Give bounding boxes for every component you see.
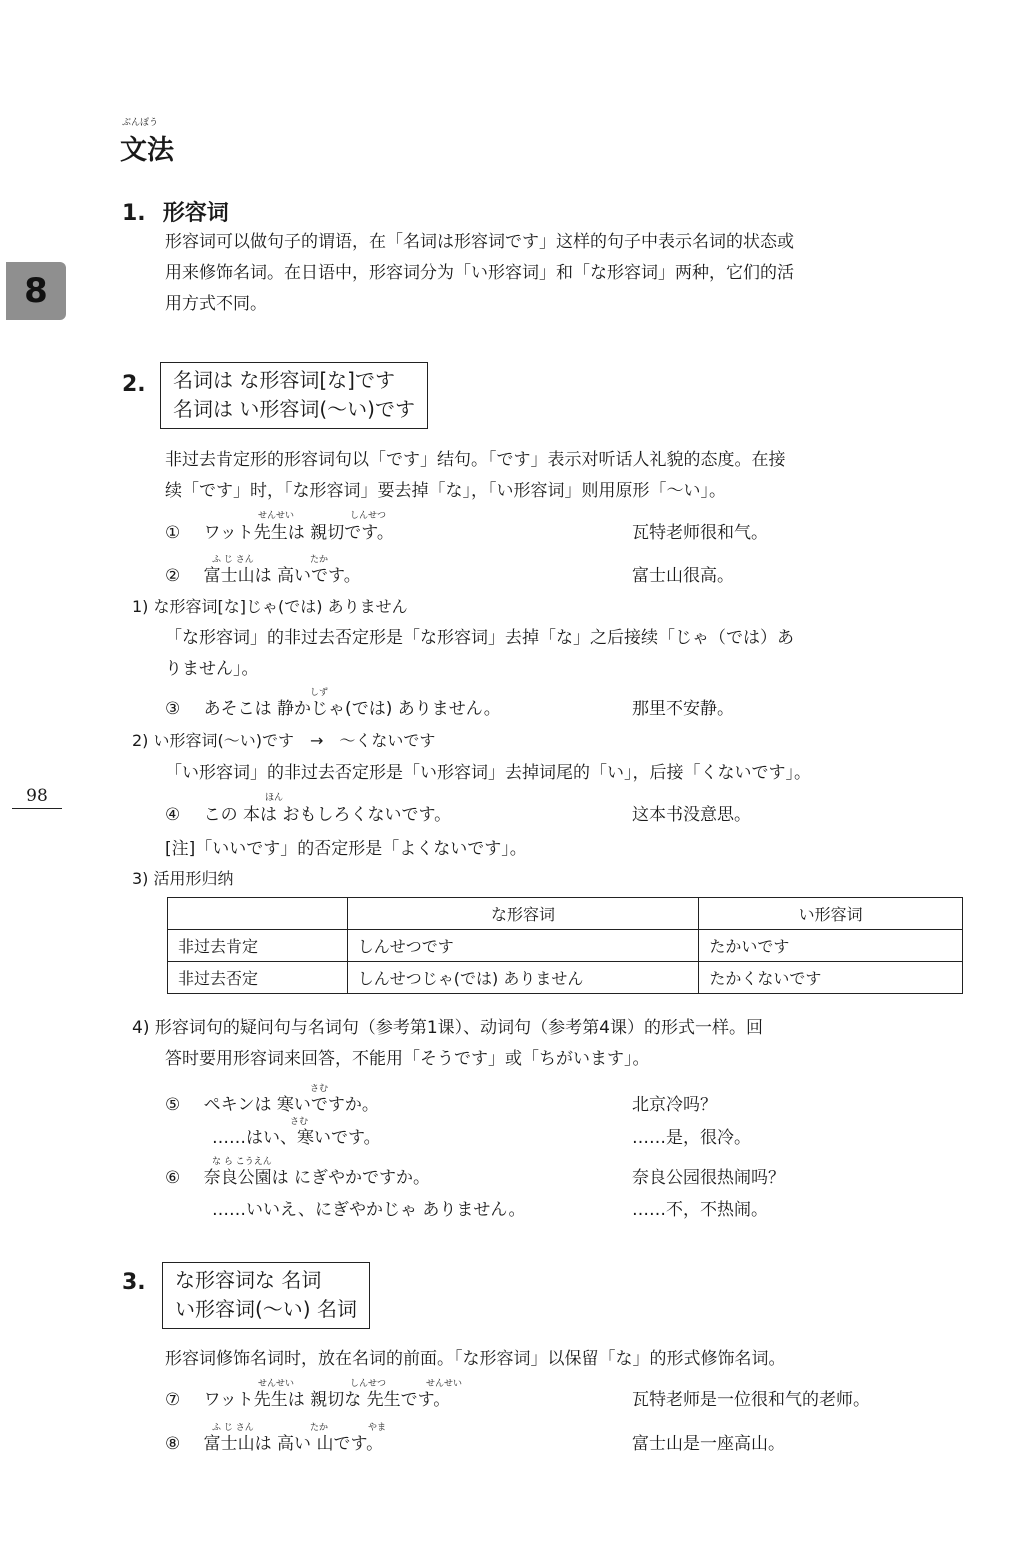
example-jp: 富士山は 高いです。 xyxy=(203,566,361,586)
section-1-line: 用方式不同。 xyxy=(165,294,267,314)
pattern-line: 名词は な形容词[な]です xyxy=(173,368,395,392)
subpoint-1-body xyxy=(165,623,965,685)
section-2-body xyxy=(165,445,965,507)
example-number: ④ xyxy=(165,805,181,825)
example-number: ⑤ xyxy=(165,1095,181,1115)
section-1-line: 用来修饰名词。在日语中，形容词分为「い形容词」和「な形容词」两种，它们的活 xyxy=(165,263,794,283)
example-jp: あそこは 静かじゃ(では) ありません。 xyxy=(203,699,501,719)
section-3-number: 3. xyxy=(122,1270,146,1295)
subpoint-1-head: 1) な形容词[な]じゃ(では) ありません xyxy=(132,597,408,616)
section-2-number: 2. xyxy=(122,372,146,397)
section-2-line: 续「です」时，「な形容词」要去掉「な」，「い形容词」则用原形「〜い」。 xyxy=(165,481,726,501)
section-3-body xyxy=(165,1344,965,1375)
page-number: 98 xyxy=(12,786,62,809)
ruby: な ら こうえん xyxy=(212,1157,272,1167)
table-cell: 非过去否定 xyxy=(168,962,348,994)
note: [注]「いいです」的否定形是「よくないです」。 xyxy=(165,839,527,859)
table-header-cell: い形容词 xyxy=(699,898,963,930)
section-3-pattern-box xyxy=(162,1262,370,1329)
example-jp: ワット先生は 親切な 先生です。 xyxy=(203,1390,451,1410)
ruby: ふ じ さん xyxy=(212,555,254,565)
example-3 xyxy=(165,694,501,719)
subpoint-line: りません」。 xyxy=(165,659,259,679)
table-cell: たかくないです xyxy=(699,962,963,994)
example-8-translation: 富士山是一座高山。 xyxy=(632,1434,785,1454)
section-1-body xyxy=(165,227,965,320)
example-2 xyxy=(165,561,361,586)
section-2-line: 非过去肯定形的形容词句以「です」结句。「です」表示对听话人礼貌的态度。在接 xyxy=(165,450,786,470)
example-jp: この 本は おもしろくないです。 xyxy=(203,805,452,825)
example-jp: 奈良公園は にぎやかですか。 xyxy=(203,1168,431,1188)
ruby: さむ xyxy=(310,1084,329,1094)
subpoint-2-body xyxy=(165,758,965,789)
ruby: さむ xyxy=(290,1117,309,1127)
example-number: ③ xyxy=(165,699,181,719)
chapter-tab: 8 xyxy=(6,262,66,320)
subpoint-line: 「い形容词」的非过去否定形是「い形容词」去掉词尾的「い」，后接「くないです」。 xyxy=(165,763,811,783)
example-7 xyxy=(165,1385,450,1410)
subpoint-3-head: 3) 活用形归纳 xyxy=(132,869,234,888)
example-4 xyxy=(165,800,451,825)
table-header-cell xyxy=(168,898,348,930)
subpoint-line: 答时要用形容词来回答，不能用「そうです」或「ちがいます」。 xyxy=(165,1049,650,1069)
subpoint-2-head: 2) い形容词(〜い)です → 〜くないです xyxy=(132,731,436,750)
example-jp: 富士山は 高い 山です。 xyxy=(203,1434,384,1454)
ruby: ふ じ さん xyxy=(212,1423,254,1433)
example-jp: ペキンは 寒いですか。 xyxy=(203,1095,379,1115)
pattern-line: な形容词な 名词 xyxy=(175,1268,322,1292)
ruby: やま xyxy=(368,1423,387,1433)
section-1-number: 1. xyxy=(122,201,146,226)
conjugation-table xyxy=(167,897,963,994)
ruby: しず xyxy=(310,688,329,698)
subpoint-line: 4) 形容词句的疑问句与名词句（参考第1课）、动词句（参考第4课）的形式一样。回 xyxy=(132,1018,763,1038)
example-6-reply: ……いいえ、にぎやかじゃ ありません。 xyxy=(212,1200,526,1220)
ruby: しんせつ xyxy=(350,1379,387,1389)
example-jp: ワット先生は 親切です。 xyxy=(203,523,394,543)
section-1-heading xyxy=(122,196,229,227)
example-5-reply: ……はい、寒いです。 xyxy=(212,1128,381,1148)
example-8 xyxy=(165,1429,383,1454)
subpoint-4-body xyxy=(132,1013,972,1075)
table-header-row xyxy=(168,898,963,930)
ruby: たか xyxy=(310,1423,329,1433)
example-number: ⑦ xyxy=(165,1390,181,1410)
example-6-reply-translation: ……不，不热闹。 xyxy=(632,1200,768,1220)
example-1 xyxy=(165,518,394,543)
example-5-reply-translation: ……是，很冷。 xyxy=(632,1128,751,1148)
example-5-translation: 北京冷吗？ xyxy=(632,1095,717,1115)
example-6-translation: 奈良公园很热闹吗？ xyxy=(632,1168,785,1188)
table-header-cell: な形容词 xyxy=(347,898,699,930)
ruby: しんせつ xyxy=(350,511,387,521)
example-number: ① xyxy=(165,523,181,543)
table-row xyxy=(168,962,963,994)
example-number: ② xyxy=(165,566,181,586)
table-row xyxy=(168,930,963,962)
ruby: せんせい xyxy=(258,511,295,521)
example-3-translation: 那里不安静。 xyxy=(632,699,734,719)
example-4-translation: 这本书没意思。 xyxy=(632,805,751,825)
table-cell: たかいです xyxy=(699,930,963,962)
table-cell: 非过去肯定 xyxy=(168,930,348,962)
ruby: たか xyxy=(310,555,329,565)
example-number: ⑧ xyxy=(165,1434,181,1454)
subpoint-line: 「な形容词」的非过去否定形是「な形容词」去掉「な」之后接续「じゃ（では）あ xyxy=(165,628,794,648)
ruby: ほん xyxy=(265,793,284,803)
ruby: せんせい xyxy=(426,1379,463,1389)
pattern-line: 名词は い形容词(〜い)です xyxy=(173,397,415,421)
page-title: 文法 xyxy=(120,135,174,166)
example-5 xyxy=(165,1090,379,1115)
example-7-translation: 瓦特老师是一位很和气的老师。 xyxy=(632,1390,870,1410)
section-1-title: 形容词 xyxy=(162,201,229,226)
table-cell: しんせつじゃ(では) ありません xyxy=(347,962,699,994)
section-1-line: 形容词可以做句子的谓语，在「名词は形容词です」这样的句子中表示名词的状态或 xyxy=(165,232,794,252)
table-cell: しんせつです xyxy=(347,930,699,962)
section-3-line: 形容词修饰名词时，放在名词的前面。「な形容词」以保留「な」的形式修饰名词。 xyxy=(165,1349,786,1369)
example-2-translation: 富士山很高。 xyxy=(632,566,734,586)
pattern-line: い形容词(〜い) 名词 xyxy=(175,1297,357,1321)
ruby: せんせい xyxy=(258,1379,295,1389)
example-number: ⑥ xyxy=(165,1168,181,1188)
section-2-pattern-box xyxy=(160,362,428,429)
example-1-translation: 瓦特老师很和气。 xyxy=(632,523,768,543)
title-ruby: ぶんぽう xyxy=(122,118,159,128)
example-6 xyxy=(165,1163,430,1188)
